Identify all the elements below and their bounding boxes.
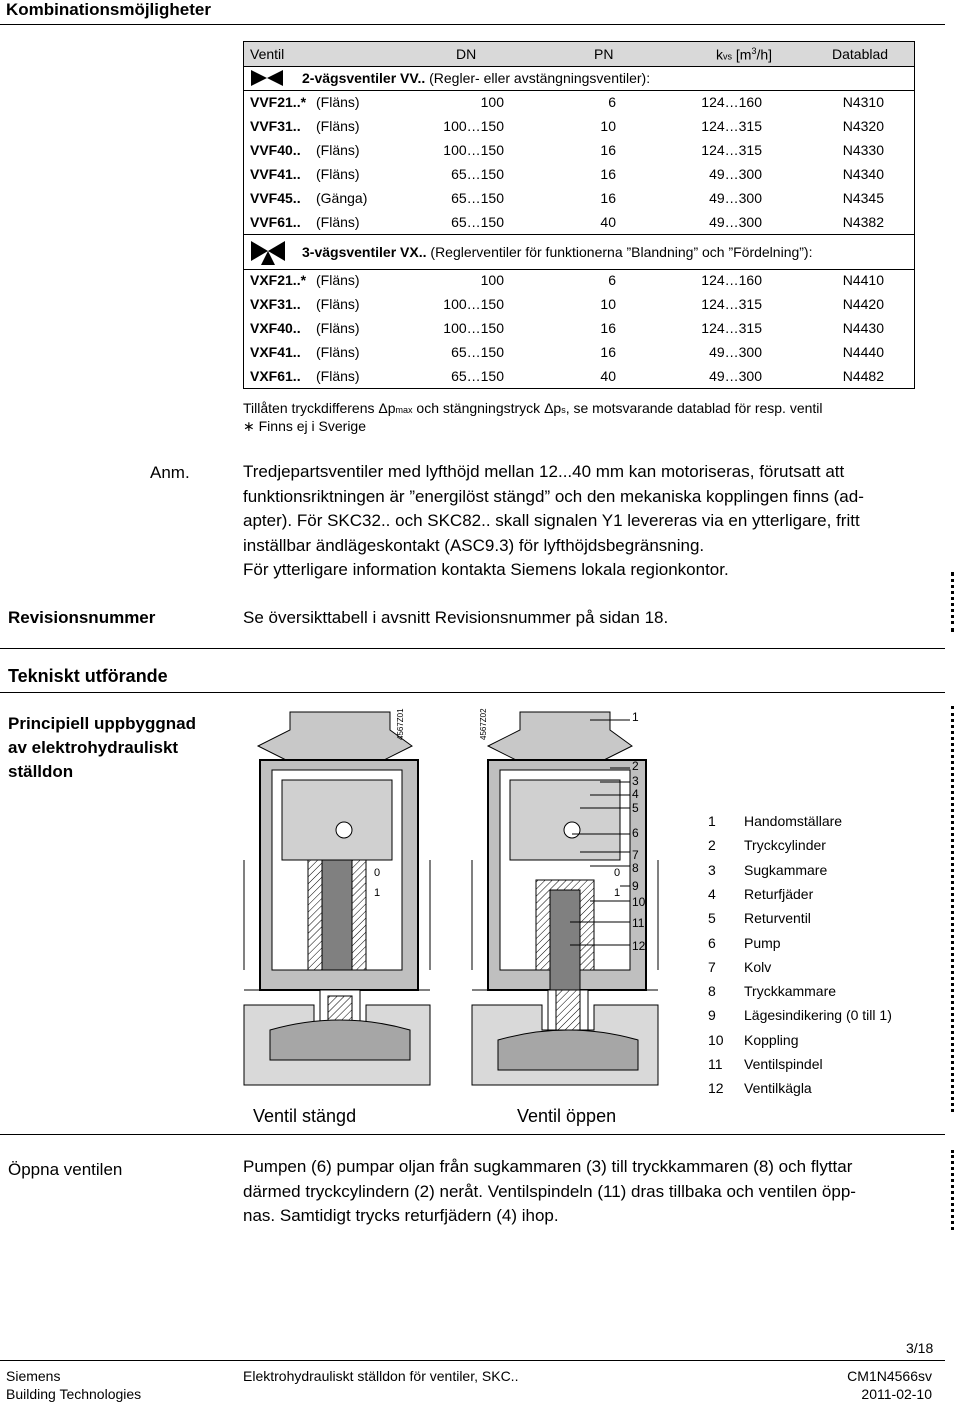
dn-value: 65…150 <box>451 344 504 360</box>
legend-label: Koppling <box>744 1031 799 1048</box>
callout-4: 4 <box>632 787 639 801</box>
col-datablad: Datablad <box>832 46 889 62</box>
legend-number: 7 <box>708 958 716 975</box>
valve-name: VVF21..* <box>250 94 307 110</box>
caption-closed: Ventil stängd <box>253 1106 357 1126</box>
valve-name: VXF21..* <box>250 272 307 288</box>
legend-number: 11 <box>708 1056 723 1072</box>
scale-bottom: 1 <box>374 887 381 899</box>
table-row <box>244 292 914 316</box>
pn-value: 16 <box>600 190 616 206</box>
datasheet-ref: N4345 <box>842 190 884 206</box>
footer-doc-title: Elektrohydrauliskt ställdon för ventiler, SKC.. <box>243 1368 519 1384</box>
three-way-valve-icon <box>250 240 286 266</box>
connection-type: (Fläns) <box>316 142 360 158</box>
col-dn: DN <box>456 46 477 62</box>
figure-code-left: 4567Z01 <box>396 708 405 740</box>
connection-type: (Fläns) <box>316 368 360 384</box>
valve-name: VXF41.. <box>250 344 301 360</box>
open-text: Pumpen (6) pumpar oljan från sugkammaren (3) till tryckkammaren (8) och flyttar därmed tryckcylindern (2) neråt. Ventilspindeln (11) dras tillbaka och ventilen öpp- nas. Samtidigt trycks returfjädern (4) ihop. <box>243 1157 856 1225</box>
actuator-open <box>472 712 658 1085</box>
valve-name: VVF31.. <box>250 118 301 134</box>
dn-value: 100 <box>480 94 504 110</box>
group-3way: 3-vägsventiler VX.. (Reglerventiler för funktionerna ”Blandning” och ”Fördelning”): <box>244 234 914 270</box>
callout-2: 2 <box>632 759 639 773</box>
table-row <box>244 186 914 210</box>
kvs-value: 124…160 <box>701 94 762 110</box>
table-row <box>244 210 914 234</box>
col-ventil: Ventil <box>250 46 285 62</box>
two-way-valve-icon <box>250 69 284 87</box>
sweden-note: ∗ Finns ej i Sverige <box>243 418 366 434</box>
datasheet-ref: N4410 <box>842 272 884 288</box>
legend-label: Ventilkägla <box>744 1080 812 1097</box>
connection-type: (Fläns) <box>316 214 360 230</box>
connection-type: (Fläns) <box>316 118 360 134</box>
group-2way: 2-vägsventiler VV.. (Regler- eller avstängningsventiler): <box>244 66 914 91</box>
table-row <box>244 364 914 388</box>
table-row <box>244 90 914 114</box>
legend-number: 1 <box>708 813 716 829</box>
legend-label: Lägesindikering (0 till 1) <box>744 1007 892 1024</box>
kvs-value: 124…160 <box>701 272 762 288</box>
anm-text: Tredjepartsventiler med lyfthöjd mellan 12...40 mm kan motoriseras, förutsatt att funktionsriktningen är ”energilöst stängd” och den mekaniska kopplingen finns (ad- apter). För SKC32.. och SKC82.. skall signalen Y1 levereras via en ytterligare, fritt inställbar ändlägeskontakt (ASC9.3) för lyfthöjdsbegränsning. För ytterligare information kontakta Siemens lokala regionkontor. <box>243 462 864 579</box>
col-kvs: kvs $[m^3/h]$ <box>716 46 773 63</box>
connection-type: (Fläns) <box>316 296 360 312</box>
valve-name: VXF40.. <box>250 320 301 336</box>
dn-value: 100…150 <box>443 296 504 312</box>
legend-number: 10 <box>708 1031 724 1048</box>
datasheet-ref: N4382 <box>842 214 884 230</box>
pressure-note: Tillåten tryckdifferens Δpmax och stängningstryck Δps, se motsvarande datablad för resp. ventil <box>243 400 823 416</box>
connection-type: (Fläns) <box>316 320 360 336</box>
revision-label: Revisionsnummer <box>8 608 156 627</box>
kvs-value: 124…315 <box>701 320 762 336</box>
kvs-value: 124…315 <box>701 118 762 134</box>
dn-value: 100 <box>480 272 504 288</box>
legend-number: 5 <box>708 910 716 927</box>
valve-name: VVF61.. <box>250 214 301 230</box>
legend-number: 2 <box>708 837 716 854</box>
pn-value: 6 <box>608 272 616 288</box>
valve-name: VXF31.. <box>250 296 301 312</box>
pn-value: 16 <box>600 142 616 158</box>
datasheet-ref: N4482 <box>842 368 884 384</box>
datasheet-ref: N4330 <box>842 142 884 158</box>
legend-label: Kolv <box>744 958 772 975</box>
pn-value: 16 <box>600 344 616 360</box>
connection-type: (Fläns) <box>316 166 360 182</box>
callout-6: 6 <box>632 826 639 840</box>
connection-type: (Fläns) <box>316 272 360 288</box>
datasheet-ref: N4430 <box>842 320 884 336</box>
table-row <box>244 268 914 292</box>
table-row <box>244 138 914 162</box>
datasheet-ref: N4310 <box>842 94 884 110</box>
pn-value: 40 <box>600 214 616 230</box>
caption-open: Ventil öppen <box>517 1106 617 1126</box>
margin-dots-2 <box>951 706 954 1112</box>
datasheet-ref: N4320 <box>842 118 884 134</box>
kvs-value: 49…300 <box>709 344 762 360</box>
principle-label: Principiell uppbyggnad av elektrohydrauliskt ställdon <box>8 714 196 781</box>
dn-value: 100…150 <box>443 142 504 158</box>
datasheet-ref: N4420 <box>842 296 884 312</box>
section-title: Tekniskt utförande <box>8 666 168 686</box>
datasheet-ref: N4340 <box>842 166 884 182</box>
revision-text: Se översikttabell i avsnitt Revisionsnummer på sidan 18. <box>243 608 669 627</box>
valve-name: VVF41.. <box>250 166 301 182</box>
pn-value: 40 <box>600 368 616 384</box>
pn-value: 16 <box>600 320 616 336</box>
legend-label: Tryckkammare <box>744 983 837 1000</box>
connection-type: (Gänga) <box>316 190 368 206</box>
margin-dots-3 <box>951 1150 954 1230</box>
callout-7: 7 <box>632 848 639 862</box>
callout-9: 9 <box>632 879 639 893</box>
kvs-value: 49…300 <box>709 190 762 206</box>
dn-value: 65…150 <box>451 214 504 230</box>
legend-number: 9 <box>708 1007 716 1024</box>
footer-date: 2011-02-10 <box>861 1386 932 1402</box>
page-number: 3/18 <box>906 1340 934 1356</box>
table-row <box>244 162 914 186</box>
legend-label: Returfjäder <box>744 885 814 902</box>
footer-company-1: Siemens <box>6 1368 61 1384</box>
callout-11: 11 <box>632 916 645 930</box>
callout-10: 10 <box>632 895 646 909</box>
dn-value: 65…150 <box>451 368 504 384</box>
table-row <box>244 340 914 364</box>
scale-top-right: 0 <box>614 867 621 879</box>
legend-number: 12 <box>708 1080 724 1097</box>
valve-name: VXF61.. <box>250 368 301 384</box>
table-row <box>244 316 914 340</box>
pn-value: 10 <box>600 296 616 312</box>
connection-type: (Fläns) <box>316 344 360 360</box>
kvs-value: 49…300 <box>709 166 762 182</box>
legend-number: 6 <box>708 934 716 951</box>
kvs-value: 124…315 <box>701 142 762 158</box>
pn-value: 6 <box>608 94 616 110</box>
valve-name: VVF40.. <box>250 142 301 158</box>
scale-bottom-right: 1 <box>614 887 621 899</box>
legend-number: 8 <box>708 983 716 1000</box>
legend-label: Ventilspindel <box>744 1056 823 1072</box>
callout-3: 3 <box>632 774 639 788</box>
open-label: Öppna ventilen <box>8 1160 123 1179</box>
callout-8: 8 <box>632 861 639 875</box>
dn-value: 100…150 <box>443 320 504 336</box>
kvs-value: 49…300 <box>709 368 762 384</box>
col-pn: PN <box>594 46 614 62</box>
open-rule <box>0 1134 945 1135</box>
datasheet-ref: N4440 <box>842 344 884 360</box>
legend-number: 3 <box>708 861 716 878</box>
pn-value: 10 <box>600 118 616 134</box>
footer-rule <box>0 1360 945 1361</box>
legend-label: Handomställare <box>744 813 843 829</box>
actuator-diagram <box>230 700 660 1100</box>
callout-5: 5 <box>632 801 639 815</box>
kvs-value: 49…300 <box>709 214 762 230</box>
footer-doc-code: CM1N4566sv <box>847 1368 932 1384</box>
section-rule <box>0 648 945 649</box>
table-row <box>244 114 914 138</box>
legend-number: 4 <box>708 885 716 902</box>
callout-1: 1 <box>632 710 639 724</box>
dn-value: 65…150 <box>451 166 504 182</box>
legend-label: Tryckcylinder <box>744 837 826 854</box>
actuator-closed <box>244 712 430 1085</box>
combination-table <box>243 41 915 389</box>
section-rule-2 <box>0 692 945 693</box>
scale-top: 0 <box>374 867 381 879</box>
table-header <box>244 42 914 67</box>
kvs-value: 124…315 <box>701 296 762 312</box>
connection-type: (Fläns) <box>316 94 360 110</box>
anm-label: Anm. <box>150 463 190 482</box>
legend-label: Pump <box>744 934 781 951</box>
valve-name: VVF45.. <box>250 190 301 206</box>
margin-dots <box>951 572 954 632</box>
dn-value: 100…150 <box>443 118 504 134</box>
legend-label: Returventil <box>744 910 811 927</box>
callout-12: 12 <box>632 939 646 953</box>
pn-value: 16 <box>600 166 616 182</box>
heading-rule <box>0 24 945 25</box>
legend-label: Sugkammare <box>744 861 828 878</box>
dn-value: 65…150 <box>451 190 504 206</box>
footer-company-2: Building Technologies <box>6 1386 142 1402</box>
figure-code-right: 4567Z02 <box>479 708 488 740</box>
page-heading: Kombinationsmöjligheter <box>6 0 211 19</box>
